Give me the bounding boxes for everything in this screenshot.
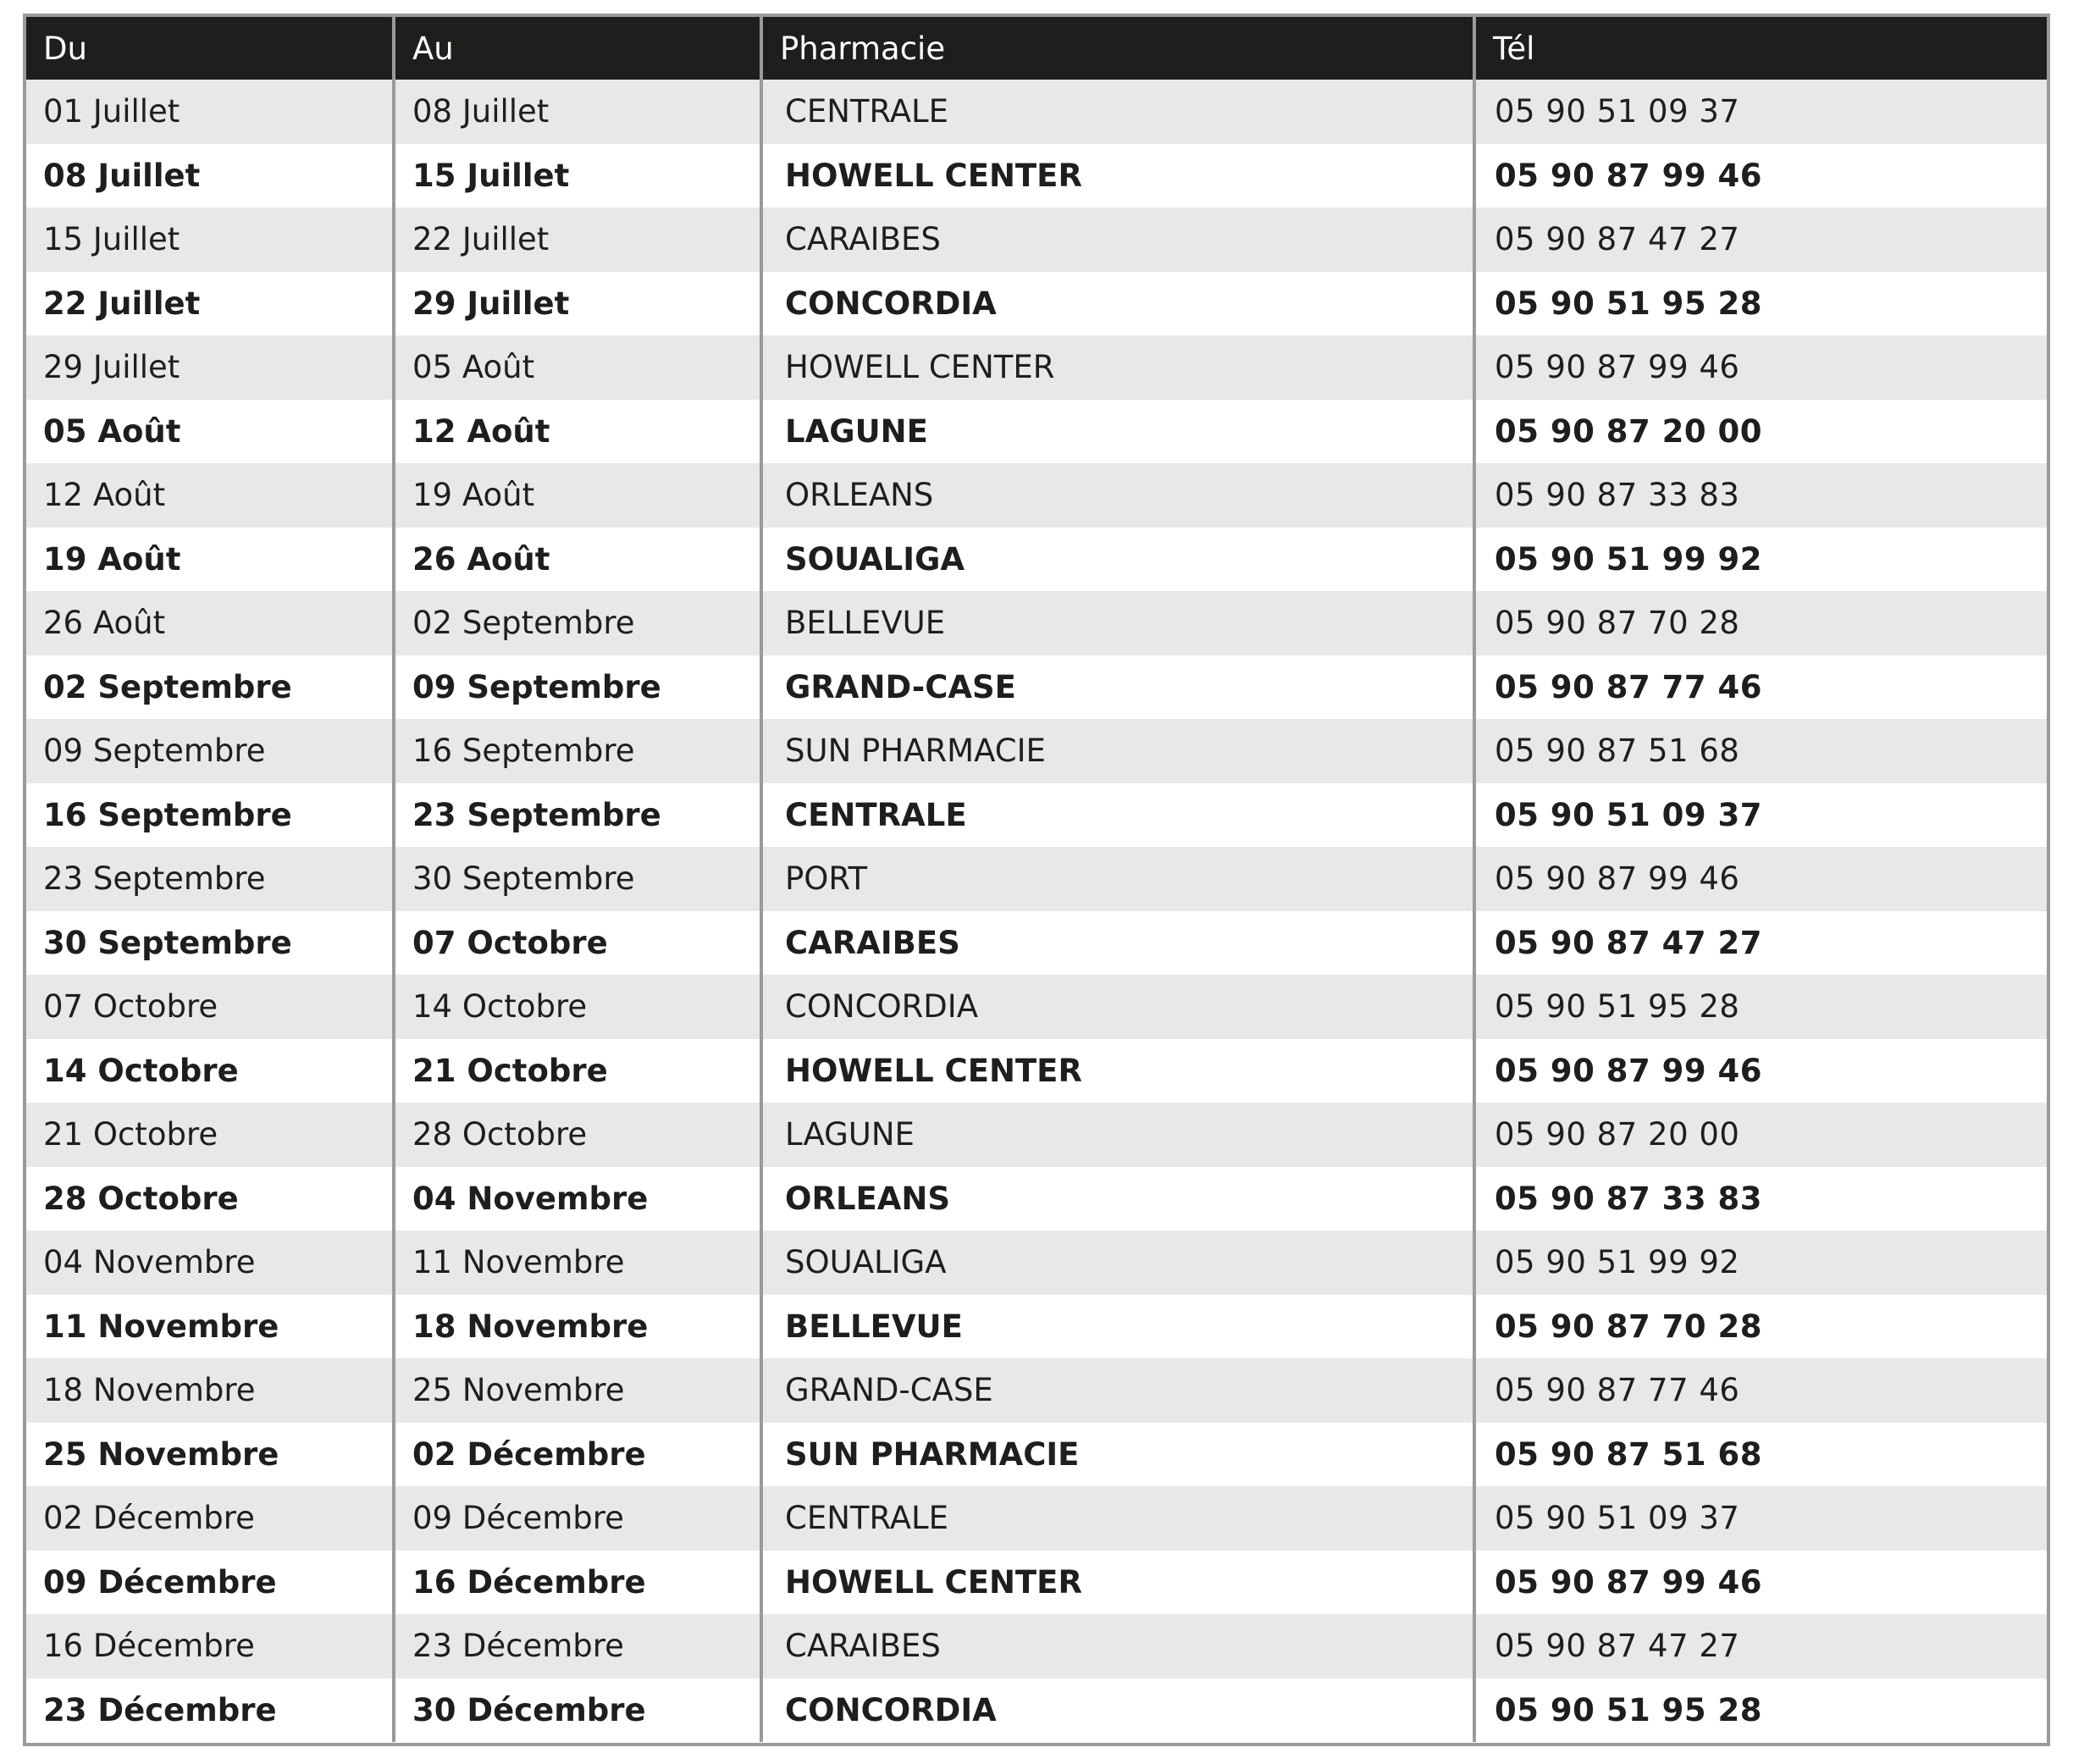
cell-du: 12 Août [26, 463, 394, 528]
cell-pharmacie: SUN PHARMACIE [761, 719, 1474, 783]
cell-tel: 05 90 87 47 27 [1474, 207, 2047, 272]
table-row [26, 847, 2047, 911]
cell-au: 15 Juillet [394, 144, 761, 208]
cell-du: 14 Octobre [26, 1039, 394, 1103]
cell-tel: 05 90 87 47 27 [1474, 911, 2047, 976]
cell-au: 26 Août [394, 528, 761, 592]
cell-tel: 05 90 51 99 92 [1474, 528, 2047, 592]
cell-pharmacie: CONCORDIA [761, 1678, 1474, 1743]
cell-tel: 05 90 87 47 27 [1474, 1614, 2047, 1678]
table-row [26, 528, 2047, 592]
table-row [26, 591, 2047, 655]
cell-du: 15 Juillet [26, 207, 394, 272]
cell-du: 16 Décembre [26, 1614, 394, 1678]
cell-tel: 05 90 51 99 92 [1474, 1230, 2047, 1295]
cell-tel: 05 90 87 20 00 [1474, 1103, 2047, 1167]
cell-pharmacie: HOWELL CENTER [761, 144, 1474, 208]
table-row [26, 1103, 2047, 1167]
cell-pharmacie: SOUALIGA [761, 1230, 1474, 1295]
cell-au: 30 Septembre [394, 847, 761, 911]
cell-du: 23 Septembre [26, 847, 394, 911]
cell-tel: 05 90 87 33 83 [1474, 463, 2047, 528]
table-row [26, 1167, 2047, 1231]
table-row [26, 719, 2047, 783]
cell-tel: 05 90 87 77 46 [1474, 1358, 2047, 1423]
cell-tel: 05 90 87 99 46 [1474, 144, 2047, 208]
table-row [26, 207, 2047, 272]
cell-tel: 05 90 87 99 46 [1474, 335, 2047, 400]
cell-du: 09 Décembre [26, 1551, 394, 1615]
cell-pharmacie: HOWELL CENTER [761, 1039, 1474, 1103]
cell-du: 26 Août [26, 591, 394, 655]
cell-pharmacie: BELLEVUE [761, 1295, 1474, 1359]
cell-tel: 05 90 51 09 37 [1474, 1486, 2047, 1551]
cell-du: 28 Octobre [26, 1167, 394, 1231]
header-tel: Tél [1474, 17, 2047, 80]
cell-pharmacie: HOWELL CENTER [761, 1551, 1474, 1615]
cell-au: 28 Octobre [394, 1103, 761, 1167]
cell-pharmacie: SUN PHARMACIE [761, 1423, 1474, 1487]
table-row [26, 400, 2047, 464]
cell-pharmacie: LAGUNE [761, 1103, 1474, 1167]
cell-du: 18 Novembre [26, 1358, 394, 1423]
cell-du: 11 Novembre [26, 1295, 394, 1359]
cell-tel: 05 90 87 20 00 [1474, 400, 2047, 464]
pharmacy-schedule-table [23, 14, 2050, 1746]
table-row [26, 1678, 2047, 1743]
cell-au: 19 Août [394, 463, 761, 528]
header-row [26, 17, 2047, 80]
cell-au: 02 Septembre [394, 591, 761, 655]
cell-au: 08 Juillet [394, 80, 761, 144]
table-row [26, 975, 2047, 1039]
cell-du: 22 Juillet [26, 272, 394, 336]
cell-tel: 05 90 87 70 28 [1474, 1295, 2047, 1359]
table-row [26, 463, 2047, 528]
cell-du: 04 Novembre [26, 1230, 394, 1295]
cell-au: 25 Novembre [394, 1358, 761, 1423]
cell-pharmacie: ORLEANS [761, 463, 1474, 528]
cell-tel: 05 90 87 99 46 [1474, 1551, 2047, 1615]
cell-pharmacie: CARAIBES [761, 911, 1474, 976]
cell-pharmacie: PORT [761, 847, 1474, 911]
cell-du: 09 Septembre [26, 719, 394, 783]
cell-tel: 05 90 87 77 46 [1474, 655, 2047, 720]
cell-au: 04 Novembre [394, 1167, 761, 1231]
cell-tel: 05 90 51 95 28 [1474, 975, 2047, 1039]
table-row [26, 335, 2047, 400]
cell-tel: 05 90 87 99 46 [1474, 1039, 2047, 1103]
header-du: Du [26, 17, 394, 80]
cell-pharmacie: CARAIBES [761, 1614, 1474, 1678]
cell-pharmacie: HOWELL CENTER [761, 335, 1474, 400]
cell-du: 02 Décembre [26, 1486, 394, 1551]
cell-pharmacie: CONCORDIA [761, 272, 1474, 336]
cell-du: 08 Juillet [26, 144, 394, 208]
table-row [26, 655, 2047, 720]
cell-du: 23 Décembre [26, 1678, 394, 1743]
cell-du: 25 Novembre [26, 1423, 394, 1487]
cell-au: 05 Août [394, 335, 761, 400]
schedule-table [26, 17, 2047, 1742]
cell-du: 21 Octobre [26, 1103, 394, 1167]
table-row [26, 1295, 2047, 1359]
cell-au: 09 Septembre [394, 655, 761, 720]
table-row [26, 783, 2047, 848]
table-row [26, 1230, 2047, 1295]
table-body [26, 80, 2047, 1742]
header-pharmacie: Pharmacie [761, 17, 1474, 80]
cell-au: 02 Décembre [394, 1423, 761, 1487]
table-row [26, 911, 2047, 976]
cell-du: 19 Août [26, 528, 394, 592]
cell-pharmacie: CENTRALE [761, 783, 1474, 848]
cell-au: 11 Novembre [394, 1230, 761, 1295]
cell-au: 07 Octobre [394, 911, 761, 976]
table-row [26, 1039, 2047, 1103]
cell-pharmacie: CENTRALE [761, 1486, 1474, 1551]
table-row [26, 1486, 2047, 1551]
table-row [26, 272, 2047, 336]
cell-tel: 05 90 87 33 83 [1474, 1167, 2047, 1231]
cell-tel: 05 90 51 09 37 [1474, 783, 2047, 848]
cell-du: 30 Septembre [26, 911, 394, 976]
cell-pharmacie: SOUALIGA [761, 528, 1474, 592]
cell-au: 30 Décembre [394, 1678, 761, 1743]
cell-tel: 05 90 87 70 28 [1474, 591, 2047, 655]
table-row [26, 1614, 2047, 1678]
cell-tel: 05 90 87 99 46 [1474, 847, 2047, 911]
table-row [26, 80, 2047, 144]
cell-au: 09 Décembre [394, 1486, 761, 1551]
cell-au: 14 Octobre [394, 975, 761, 1039]
cell-du: 02 Septembre [26, 655, 394, 720]
cell-au: 16 Décembre [394, 1551, 761, 1615]
table-row [26, 1551, 2047, 1615]
cell-pharmacie: CONCORDIA [761, 975, 1474, 1039]
cell-du: 07 Octobre [26, 975, 394, 1039]
cell-au: 23 Décembre [394, 1614, 761, 1678]
cell-tel: 05 90 51 95 28 [1474, 1678, 2047, 1743]
cell-pharmacie: GRAND-CASE [761, 1358, 1474, 1423]
cell-pharmacie: CENTRALE [761, 80, 1474, 144]
cell-au: 22 Juillet [394, 207, 761, 272]
cell-tel: 05 90 87 51 68 [1474, 719, 2047, 783]
cell-tel: 05 90 87 51 68 [1474, 1423, 2047, 1487]
cell-au: 12 Août [394, 400, 761, 464]
cell-du: 01 Juillet [26, 80, 394, 144]
cell-au: 29 Juillet [394, 272, 761, 336]
cell-du: 29 Juillet [26, 335, 394, 400]
table-header [26, 17, 2047, 80]
cell-tel: 05 90 51 95 28 [1474, 272, 2047, 336]
cell-au: 16 Septembre [394, 719, 761, 783]
cell-tel: 05 90 51 09 37 [1474, 80, 2047, 144]
table-row [26, 144, 2047, 208]
cell-au: 23 Septembre [394, 783, 761, 848]
cell-au: 18 Novembre [394, 1295, 761, 1359]
cell-pharmacie: ORLEANS [761, 1167, 1474, 1231]
table-row [26, 1358, 2047, 1423]
cell-pharmacie: CARAIBES [761, 207, 1474, 272]
cell-pharmacie: GRAND-CASE [761, 655, 1474, 720]
cell-pharmacie: BELLEVUE [761, 591, 1474, 655]
cell-du: 16 Septembre [26, 783, 394, 848]
cell-au: 21 Octobre [394, 1039, 761, 1103]
table-row [26, 1423, 2047, 1487]
cell-du: 05 Août [26, 400, 394, 464]
cell-pharmacie: LAGUNE [761, 400, 1474, 464]
header-au: Au [394, 17, 761, 80]
